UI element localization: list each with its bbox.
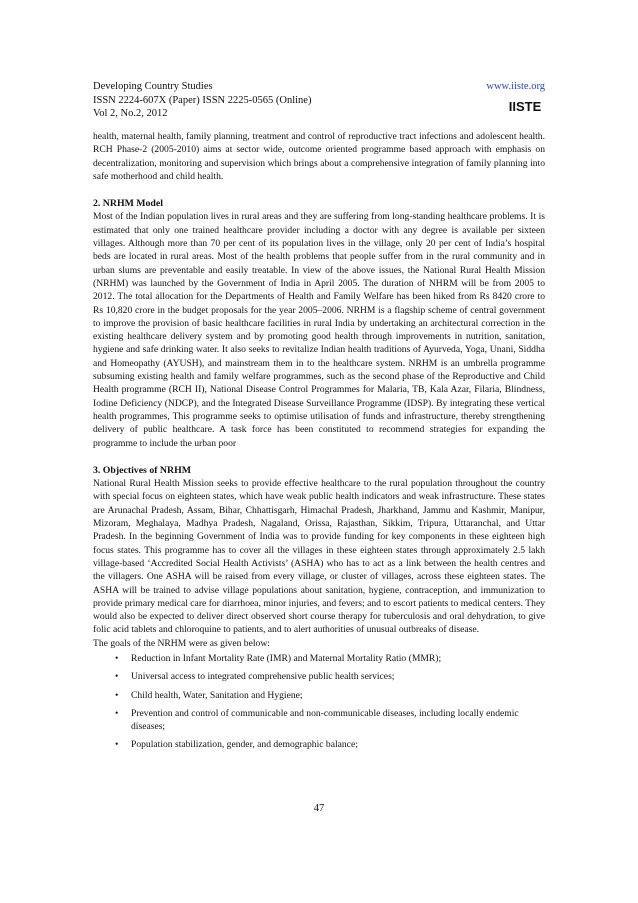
list-item: • Prevention and control of communicable and non-communicable diseases, including locally endemic diseases; <box>93 707 545 734</box>
list-item: • Population stabilization, gender, and demographic balance; <box>93 738 545 751</box>
volume-line: Vol 2, No.2, 2012 <box>93 108 168 119</box>
journal-name: Developing Country Studies <box>93 81 213 92</box>
iiste-logo-text: IISTE <box>508 99 542 114</box>
section-2-heading: 2. NRHM Model <box>93 198 163 210</box>
section-2-paragraph: Most of the Indian population lives in rural areas and they are suffering from long-standing healthcare problems. It is estimated that only one trained healthcare provider including a doctor with any degree is available per sixteen villages. Although more than 70 per cent of its population lives in the village, only 20 per cent of India’s hospital beds are located in rural areas. Most of the health problems that people suffer from in the rural community and in urban slums are preventable and easily treatable. In view of the above issues, the National Rural Health Mission (NRHM) was launched by the Government of India in April 2005. The duration of NHRM will be from 2005 to 2012. The total allocation for the Departments of Health and Family Welfare has been hiked from Rs 8420 crore to Rs 10,820 crore in the budget proposals for the year 2005–2006. NRHM is a flagship scheme of central government to improve the provision of basic healthcare facilities in rural India by undertaking an architectural correction in the existing healthcare delivery system and by promoting good health through improvements in nutrition, sanitation, hygiene and safe drinking water. It also seeks to revitalize Indian health traditions of Ayurveda, Yoga, Unani, Siddha and Homeopathy (AYUSH), and mainstream them in to the healthcare system. NRHM is an umbrella programme subsuming existing health and family welfare programmes, such as the second phase of the Reproductive and Child Health programme (RCH II), National Disease Control Programmes for Malaria, TB, Kala Azar, Filaria, Blindness, Iodine Deficiency (NDCP), and the Integrated Disease Surveillance Programme (IDSP). By integrating these vertical health programmes, This programme seeks to optimise utilisation of funds and infrastructure, thereby strengthening delivery of public healthcare. A task force has been constituted to recommend strategies for expanding the programme to include the urban poor <box>93 211 545 449</box>
iiste-logo <box>506 96 544 116</box>
section-3-paragraph: National Rural Health Mission seeks to provide effective healthcare to the rural population throughout the country with special focus on eighteen states, which have weak public health indicators and weak infrastructure. These states are Arunachal Pradesh, Assam, Bihar, Chhattisgarh, Himachal Pradesh, Jharkhand, Jammu and Kashmir, Manipur, Mizoram, Meghalaya, Madhya Pradesh, Nagaland, Orissa, Rajasthan, Sikkim, Tripura, Uttaranchal, and Uttar Pradesh. In the beginning Government of India was to provide funding for key components in these eighteen high focus states. This programme has to cover all the villages in these eighteen states through approximately 2.5 lakh village-based ‘Accredited Social Health Activists’ (ASHA) who has to act as a link between the health centres and the villagers. One ASHA will be raised from every village, or cluster of villages, across these eighteen states. The ASHA will be trained to advise village populations about sanitation, hygiene, contraception, and immunization to provide primary medical care for diarrhoea, minor injuries, and fevers; and to escort patients to medical centers. They would also be expected to deliver direct observed short course therapy for tuberculosis and oral dehydration, to give folic acid tablets and chloroquine to patients, and to alert authorities of unusual outbreaks of disease. <box>93 478 545 636</box>
journal-url-link[interactable]: www.iiste.org <box>486 81 545 92</box>
page-number: 47 <box>313 803 325 814</box>
running-header <box>93 80 545 121</box>
section-3-heading: 3. Objectives of NRHM <box>93 464 191 476</box>
issn-line: ISSN 2224-607X (Paper) ISSN 2225-0565 (Online) <box>93 94 312 106</box>
list-item: • Child health, Water, Sanitation and Hygiene; <box>93 689 545 702</box>
article-body <box>93 130 545 757</box>
list-item: • Reduction in Infant Mortality Rate (IMR) and Maternal Mortality Ratio (MMR); <box>93 652 545 665</box>
list-item: • Universal access to integrated comprehensive public health services; <box>93 670 545 683</box>
intro-paragraph: health, maternal health, family planning, treatment and control of reproductive tract infections and adolescent health. RCH Phase-2 (2005-2010) aims at sector wide, outcome oriented programme based approach with emphasis on decentralization, monitoring and supervision which brings about a comprehensive integration of family planning into safe motherhood and child health. <box>93 131 545 182</box>
goals-intro: The goals of the NRHM were as given below: <box>93 637 270 649</box>
goals-list <box>93 652 545 752</box>
